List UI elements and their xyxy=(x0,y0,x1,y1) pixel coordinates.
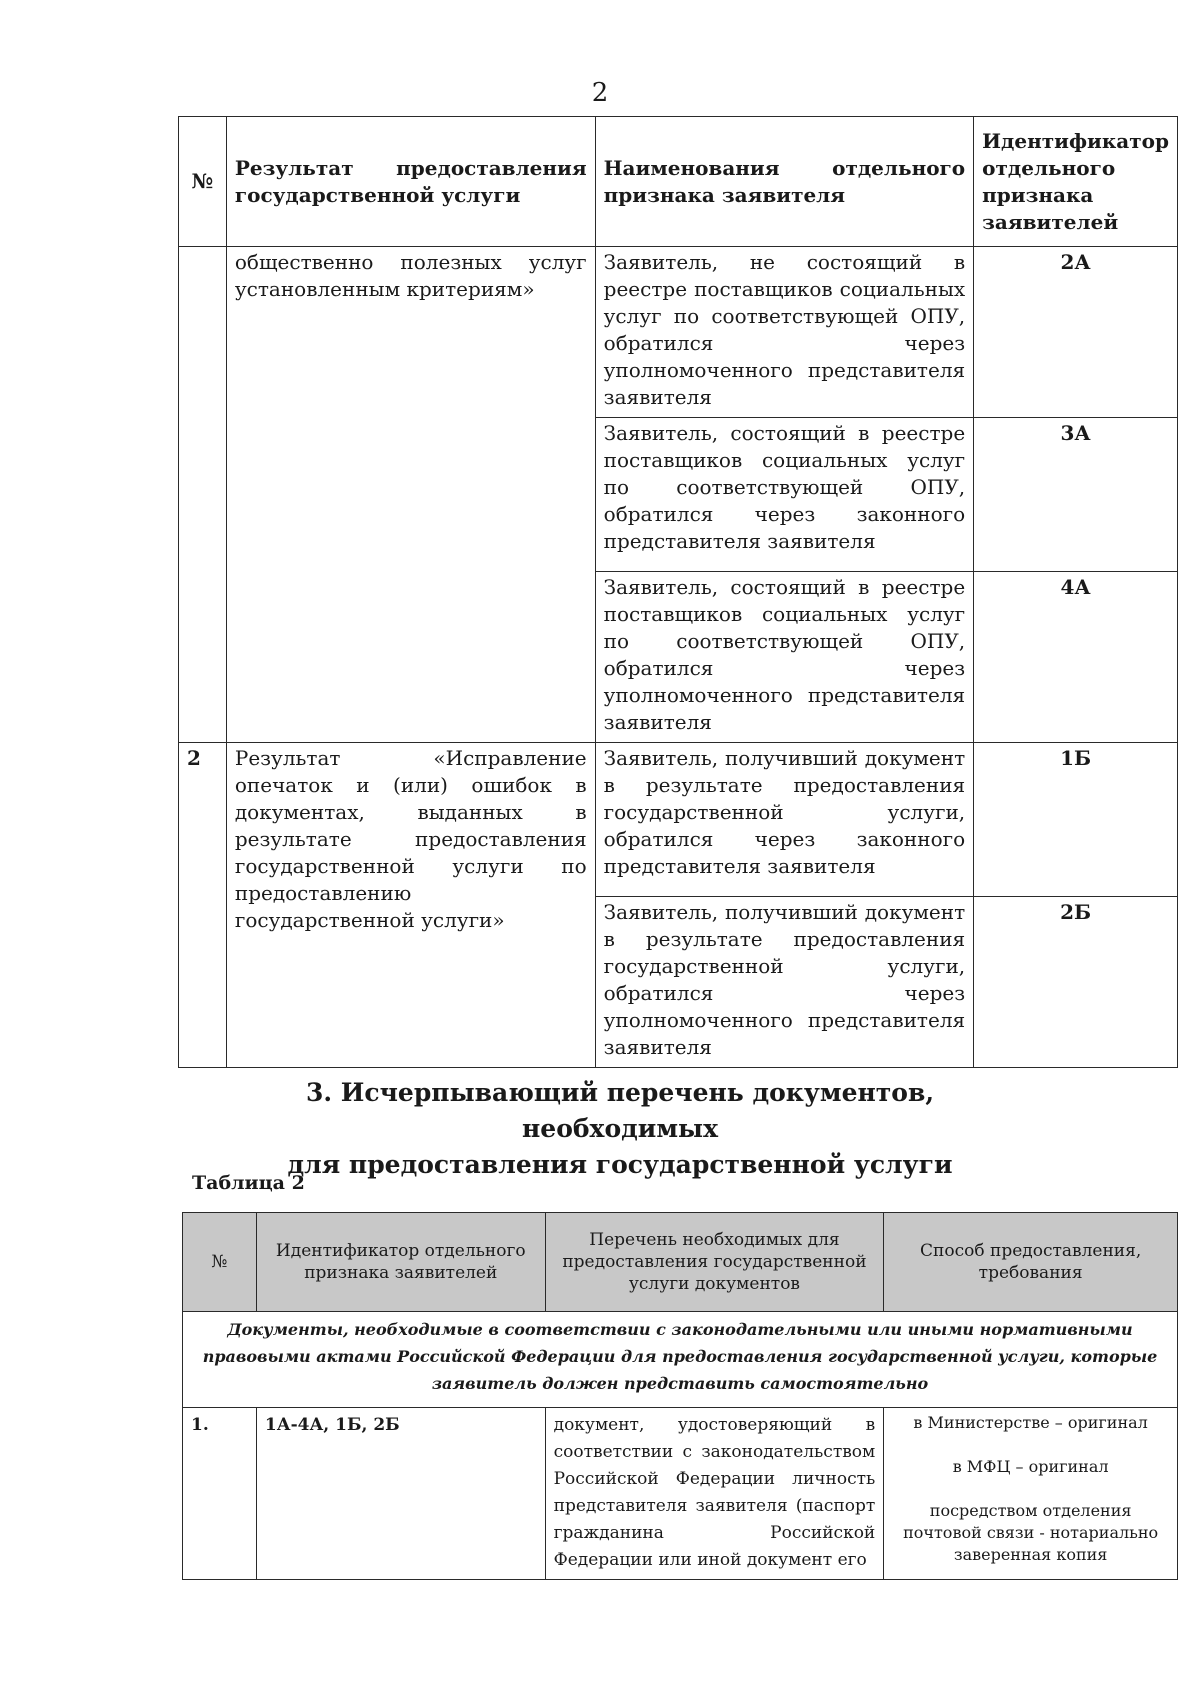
section-row-text: Документы, необходимые в соответствии с законодательными или иными нормативными правовыми актами Российской Федерации для предоставления государственной услуги, которые заявитель должен представить самостоятельно xyxy=(183,1312,1178,1408)
identifier-cell: 4А xyxy=(974,572,1178,743)
method-mfc: в МФЦ – оригинал xyxy=(952,1457,1109,1476)
table-row xyxy=(183,1408,1178,1580)
identifier-cell: 2А xyxy=(974,247,1178,418)
identifier-cell: 2Б xyxy=(974,897,1178,1068)
feature-cell: Заявитель, не состоящий в реестре поставщиков социальных услуг по соответствующей ОПУ, обратился через уполномоченного представителя заявителя xyxy=(595,247,974,418)
method-ministry: в Министерстве – оригинал xyxy=(913,1413,1148,1432)
row-number: 1. xyxy=(183,1408,257,1580)
feature-cell: Заявитель, состоящий в реестре поставщиков социальных услуг по соответствующей ОПУ, обратился через уполномоченного представителя заявителя xyxy=(595,572,974,743)
identifier-cell: 3А xyxy=(974,418,1178,572)
table-row xyxy=(179,247,1178,418)
header-documents: Перечень необходимых для предоставления государственной услуги документов xyxy=(545,1213,884,1312)
section-heading-line-2: для предоставления государственной услуги xyxy=(287,1150,953,1179)
result-cell: Результат «Исправление опечаток и (или) ошибок в документах, выданных в результате предоставления государственной услуги по предоставлению государственной услуги» xyxy=(226,743,595,1068)
feature-cell: Заявитель, получивший документ в результате предоставления государственной услуги, обратился через законного представителя заявителя xyxy=(595,743,974,897)
applicant-features-table xyxy=(178,116,1178,1068)
method-cell xyxy=(884,1408,1178,1580)
table-caption: Таблица 2 xyxy=(192,1172,305,1194)
identifier-cell: 1А-4А, 1Б, 2Б xyxy=(256,1408,545,1580)
document-cell: документ, удостоверяющий в соответствии с законодательством Российской Федерации личность представителя заявителя (паспорт гражданина Российской Федерации или иной документ его xyxy=(545,1408,884,1580)
header-number: № xyxy=(179,117,227,247)
section-heading xyxy=(240,1075,1000,1183)
header-identifier: Идентификатор отдельного признака заявителей xyxy=(256,1213,545,1312)
header-identifier: Идентификатор отдельного признака заявителей xyxy=(974,117,1178,247)
row-number: 2 xyxy=(179,743,227,1068)
identifier-cell: 1Б xyxy=(974,743,1178,897)
header-feature: Наименования отдельного признака заявителя xyxy=(595,117,974,247)
row-number xyxy=(179,247,227,743)
result-cell: общественно полезных услуг установленным критериям» xyxy=(226,247,595,743)
feature-cell: Заявитель, получивший документ в результате предоставления государственной услуги, обратился через уполномоченного представителя заявителя xyxy=(595,897,974,1068)
header-result: Результат предоставления государственной услуги xyxy=(226,117,595,247)
table-section-row xyxy=(183,1312,1178,1408)
feature-cell: Заявитель, состоящий в реестре поставщиков социальных услуг по соответствующей ОПУ, обратился через законного представителя заявителя xyxy=(595,418,974,572)
table-header-row xyxy=(183,1213,1178,1312)
method-post: посредством отделения почтовой связи - нотариально заверенная копия xyxy=(903,1501,1159,1564)
documents-table xyxy=(182,1212,1178,1580)
header-number: № xyxy=(183,1213,257,1312)
header-method: Способ предоставления, требования xyxy=(884,1213,1178,1312)
table-row xyxy=(179,743,1178,897)
section-heading-line-1: 3. Исчерпывающий перечень документов, необходимых xyxy=(305,1078,935,1143)
table-header-row xyxy=(179,117,1178,247)
page-number: 2 xyxy=(591,78,609,108)
